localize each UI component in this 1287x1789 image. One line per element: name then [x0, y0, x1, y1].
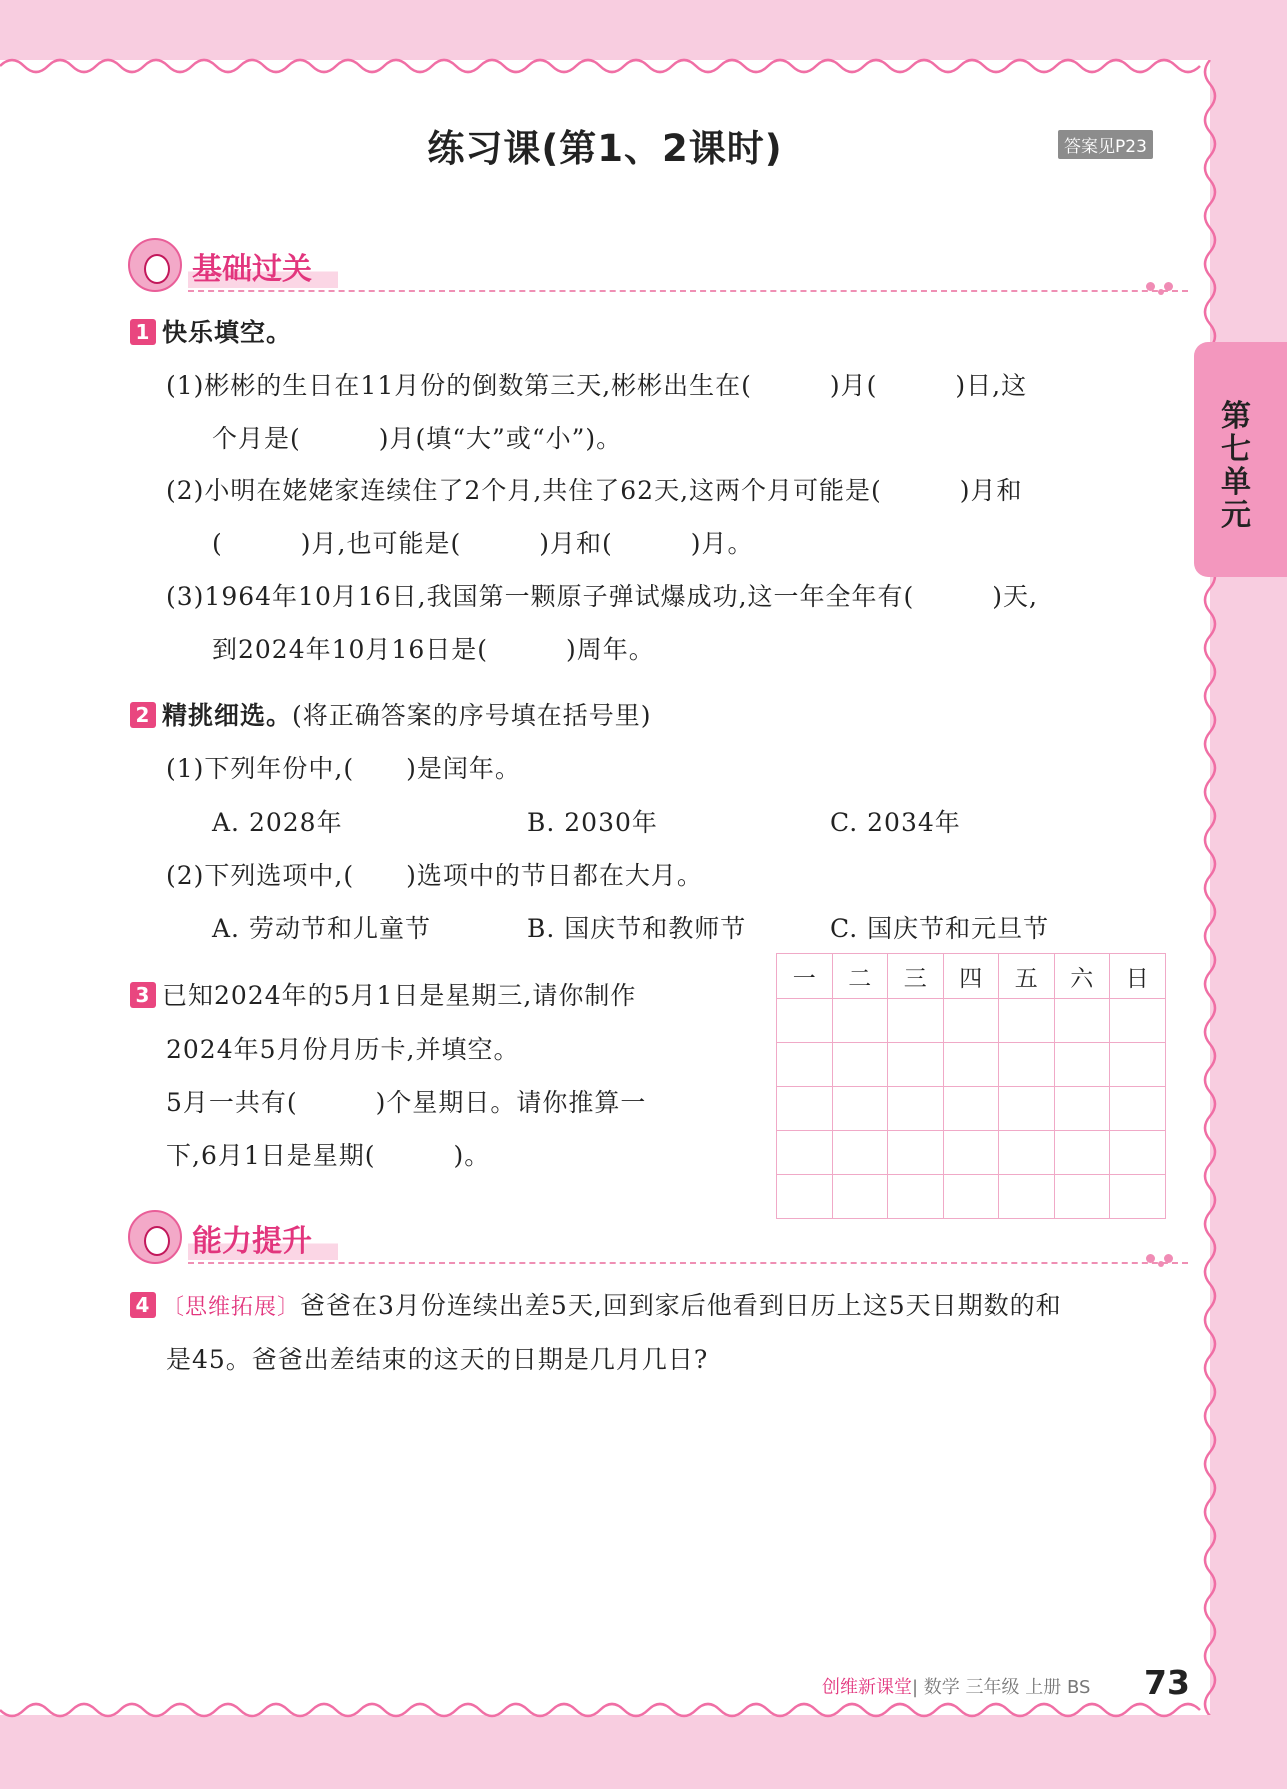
weekday-fri: 五: [999, 954, 1055, 999]
calendar-cell[interactable]: [943, 1043, 999, 1087]
q4-number-badge: 4: [130, 1292, 156, 1318]
q4-line-2: 是45。爸爸出差结束的这天的日期是几月几日?: [166, 1345, 709, 1374]
q3-number-badge: 3: [130, 982, 156, 1008]
calendar-cell[interactable]: [832, 1087, 888, 1131]
footer-brand: 创维新课堂: [822, 1677, 912, 1698]
footer-info: [822, 1673, 1090, 1699]
calendar-cell[interactable]: [1054, 999, 1110, 1043]
calendar-cell[interactable]: [999, 1087, 1055, 1131]
calendar-cell[interactable]: [1110, 1043, 1166, 1087]
q1-line-4: ( )月,也可能是( )月和( )月。: [212, 529, 754, 558]
calendar-cell[interactable]: [1054, 1043, 1110, 1087]
calendar-week-row: [777, 999, 1166, 1043]
calendar-cell[interactable]: [832, 999, 888, 1043]
weekday-wed: 三: [888, 954, 944, 999]
calendar-cell[interactable]: [1110, 999, 1166, 1043]
calendar-cell[interactable]: [777, 1131, 833, 1175]
q1-line-5: (3)1964年10月16日,我国第一颗原子弹试爆成功,这一年全年有( )天,: [166, 582, 1039, 611]
calendar-cell[interactable]: [777, 1043, 833, 1087]
q4-text-1: 爸爸在3月份连续出差5天,回到家后他看到日历上这5天日期数的和: [300, 1291, 1062, 1320]
weekday-tue: 二: [832, 954, 888, 999]
calendar-cell[interactable]: [777, 999, 833, 1043]
q4-line-1: [130, 1286, 1062, 1322]
q2-part2-option-c: C. 国庆节和元旦节: [830, 914, 1050, 943]
section-basic-title: 基础过关: [188, 244, 338, 288]
q1-line-6: 到2024年10月16日是( )周年。: [212, 635, 655, 664]
calendar-cell[interactable]: [999, 999, 1055, 1043]
q1-number-badge: 1: [130, 319, 156, 345]
q3-line-3: 5月一共有( )个星期日。请你推算一: [166, 1088, 647, 1117]
calendar-cell[interactable]: [888, 999, 944, 1043]
calendar-cell[interactable]: [832, 1131, 888, 1175]
calendar-cell[interactable]: [1054, 1131, 1110, 1175]
q2-heading: [130, 696, 652, 732]
calendar-cell[interactable]: [1110, 1087, 1166, 1131]
q2-part2: (2)下列选项中,( )选项中的节日都在大月。: [166, 861, 703, 890]
calendar-cell[interactable]: [888, 1043, 944, 1087]
unit-side-tab: [1194, 342, 1287, 577]
calendar-week-row: [777, 1131, 1166, 1175]
calendar-week-row: [777, 1087, 1166, 1131]
q1-heading: [130, 313, 292, 349]
calendar-cell[interactable]: [1110, 1131, 1166, 1175]
q2-part1-option-a: A. 2028年: [212, 808, 343, 837]
section-divider: [188, 1262, 1188, 1264]
q2-part1-option-c: C. 2034年: [830, 808, 961, 837]
q2-note: (将正确答案的序号填在括号里): [292, 701, 652, 730]
q2-number-badge: 2: [130, 702, 156, 728]
footer-subject: | 数学 三年级 上册 BS: [912, 1677, 1091, 1698]
calendar-cell[interactable]: [999, 1043, 1055, 1087]
page-number: 73: [1144, 1663, 1190, 1702]
calendar-cell[interactable]: [888, 1131, 944, 1175]
answer-reference-badge: 答案见P23: [1058, 130, 1153, 159]
decorative-dots-icon: [1146, 1252, 1172, 1270]
section-advanced: [128, 1210, 1188, 1266]
q3-line-4: 下,6月1日是星期( )。: [166, 1141, 491, 1170]
calendar-cell[interactable]: [943, 1087, 999, 1131]
q1-line-3: (2)小明在姥姥家连续住了2个月,共住了62天,这两个月可能是( )月和: [166, 476, 1023, 505]
top-wave-border: [0, 48, 1210, 78]
calendar-cell[interactable]: [999, 1131, 1055, 1175]
q2-part1-option-b: B. 2030年: [527, 808, 658, 837]
q3-line-2: 2024年5月份月历卡,并填空。: [166, 1035, 520, 1064]
q1-line-2: 个月是( )月(填“大”或“小”)。: [212, 424, 623, 453]
calendar-cell[interactable]: [777, 1087, 833, 1131]
calendar-cell[interactable]: [832, 1043, 888, 1087]
section-divider: [188, 290, 1188, 292]
q3-line-1: [130, 976, 636, 1012]
calendar-cell[interactable]: [943, 1131, 999, 1175]
section-basic: [128, 238, 1188, 294]
unit-side-tab-label: 第七单元: [1221, 399, 1251, 533]
mascot-icon: [128, 1210, 182, 1264]
calendar-cell[interactable]: [1054, 1087, 1110, 1131]
calendar-header-row: [777, 954, 1166, 999]
calendar-cell[interactable]: [943, 999, 999, 1043]
weekday-thu: 四: [943, 954, 999, 999]
may-calendar-grid: [776, 953, 1166, 1219]
q1-title: 快乐填空。: [162, 318, 293, 347]
bottom-wave-border: [0, 1700, 1210, 1730]
page-title: 练习课(第1、2课时): [427, 127, 783, 170]
q2-title: 精挑细选。: [162, 701, 293, 730]
q3-text-1: 已知2024年的5月1日是星期三,请你制作: [162, 981, 637, 1010]
weekday-sat: 六: [1054, 954, 1110, 999]
mascot-icon: [128, 238, 182, 292]
decorative-dots-icon: [1146, 280, 1172, 298]
q2-part1: (1)下列年份中,( )是闰年。: [166, 754, 521, 783]
weekday-mon: 一: [777, 954, 833, 999]
calendar-cell[interactable]: [888, 1087, 944, 1131]
weekday-sun: 日: [1110, 954, 1166, 999]
right-wave-border: [1196, 60, 1226, 1715]
section-advanced-title: 能力提升: [188, 1216, 338, 1260]
q2-part2-option-a: A. 劳动节和儿童节: [212, 914, 431, 943]
calendar-week-row: [777, 1043, 1166, 1087]
q2-part2-option-b: B. 国庆节和教师节: [527, 914, 747, 943]
q4-tag: 〔思维拓展〕: [162, 1295, 301, 1320]
q1-line-1: (1)彬彬的生日在11月份的倒数第三天,彬彬出生在( )月( )日,这: [166, 371, 1028, 400]
